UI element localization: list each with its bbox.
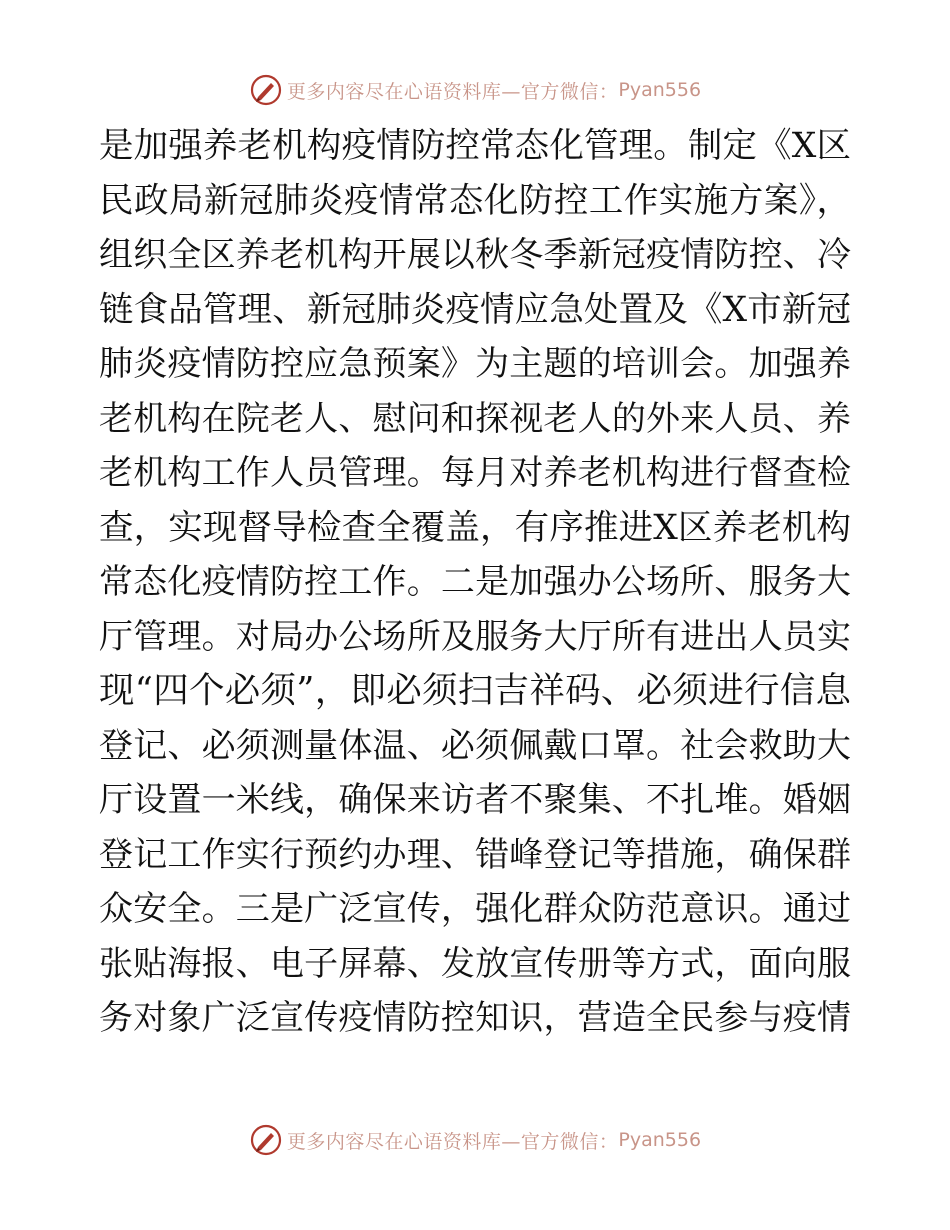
body-line: 众安全。三是广泛宣传，强化群众防范意识。通过 xyxy=(99,889,851,929)
body-line: 是加强养老机构疫情防控常态化管理。制定《X区 xyxy=(99,126,851,166)
watermark-wechat-handle: Pyan556 xyxy=(618,79,702,101)
body-line: 链食品管理、新冠肺炎疫情应急处置及《X市新冠 xyxy=(99,289,851,330)
body-line: 登记工作实行预约办理、错峰登记等措施，确保群 xyxy=(99,834,851,875)
body-line: 老机构在院老人、慰问和探视老人的外来人员、养 xyxy=(99,398,851,439)
body-line: 组织全区养老机构开展以秋冬季新冠疫情防控、冷 xyxy=(99,235,851,275)
body-line: 民政局新冠肺炎疫情常态化防控工作实施方案》， xyxy=(99,180,851,221)
body-line: 肺炎疫情防控应急预案》为主题的培训会。加强养 xyxy=(99,344,851,384)
body-line: 张贴海报、电子屏幕、发放宣传册等方式，面向服 xyxy=(99,943,851,984)
body-line: 登记、必须测量体温、必须佩戴口罩。社会救助大 xyxy=(99,725,851,766)
body-line: 老机构工作人员管理。每月对养老机构进行督查检 xyxy=(99,453,851,493)
body-line: 常态化疫情防控工作。二是加强办公场所、服务大 xyxy=(99,562,851,602)
header-watermark xyxy=(0,70,950,110)
watermark-text: 更多内容尽在心语资料库—官方微信： xyxy=(286,1130,619,1153)
pen-logo-icon xyxy=(249,1123,283,1157)
body-line: 查，实现督导检查全覆盖，有序推进X区养老机构 xyxy=(99,507,851,548)
body-line: 现“四个必须”，即必须扫吉祥码、必须进行信息 xyxy=(99,670,851,711)
body-line: 厅设置一米线，确保来访者不聚集、不扎堆。婚姻 xyxy=(99,780,851,820)
footer-watermark xyxy=(0,1120,950,1160)
body-line: 务对象广泛宣传疫情防控知识，营造全民参与疫情 xyxy=(99,998,851,1038)
watermark-text: 更多内容尽在心语资料库—官方微信： xyxy=(286,80,619,103)
pen-logo-icon xyxy=(249,73,283,107)
watermark-wechat-handle: Pyan556 xyxy=(618,1129,702,1151)
body-line: 厅管理。对局办公场所及服务大厅所有进出人员实 xyxy=(99,616,851,657)
document-body xyxy=(99,119,851,1046)
